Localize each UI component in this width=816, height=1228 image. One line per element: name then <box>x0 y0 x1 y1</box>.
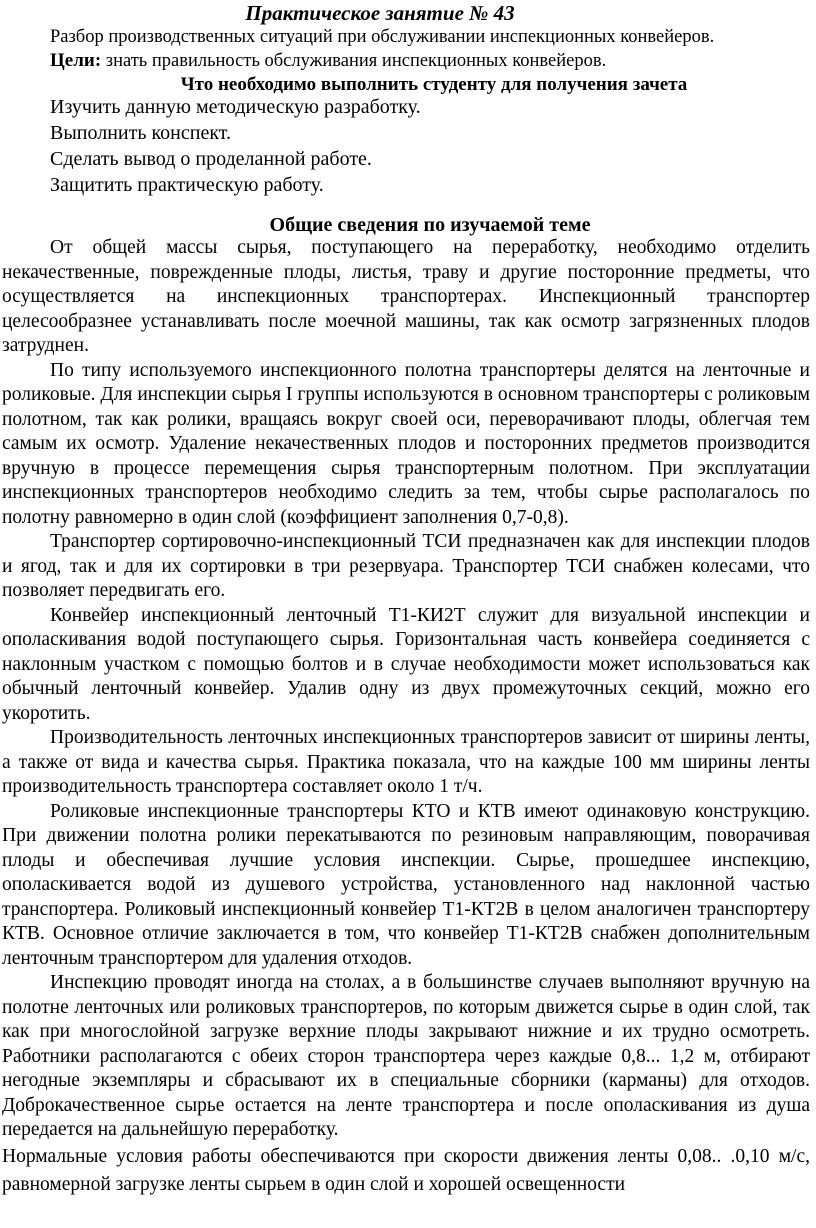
paragraph: Нормальные условия работы обеспечиваются при скорости движения ленты 0,08.. .0,10 м/с, равномерной загрузке ленты сырьем в один слой и хорошей освещенности <box>2 1145 810 1195</box>
goals-line <box>50 48 606 74</box>
paragraph: Конвейер инспекционный ленточный Т1-КИ2Т служит для визуальной инспекции и ополаскивания водой поступающего сырья. Горизонтальная часть конвейера соединяется с наклонным участком с помощью болтов и в случае необходимости может использоваться как обычный ленточный конвейер. Удалив одну из двух промежуточных секций, можно его укоротить. <box>2 604 810 724</box>
paragraph: Роликовые инспекционные транспортеры КТО и КТВ имеют одинаковую конструкцию. При движении полотна ролики перекатываются по резиновым направляющим, поворачивая плоды и обеспечивая лучшие условия инспекции. Сырье, прошедшее инспекцию, ополаскивается водой из душевого устройства, установленного над наклонной частью транспортера. Роликовый инспекционный конвейер Т1-КТ2В в целом аналогичен транспортеру КТВ. Основное отличие заключается в том, что конвейер Т1-КТ2В снабжен дополнительным ленточным транспортером для удаления отходов. <box>2 800 810 969</box>
task-item: Изучить данную методическую разработку. <box>50 96 421 118</box>
goals-label: Цели: <box>50 50 102 71</box>
paragraph: По типу используемого инспекционного полотна транспортеры делятся на ленточные и роликовые. Для инспекции сырья I группы используются в основном транспортеры с роликовым полотном, так как ролики, вращаясь вокруг своей оси, переворачивают плоды, облегчая тем самым их осмотр. Удаление некачественных плодов и посторонних предметов производится вручную в процессе перемещения сырья транспортерным полотном. При эксплуатации инспекционных транспортеров необходимо следить за тем, чтобы сырье располагалось по полотну равномерно в один слой (коэффициент заполнения 0,7-0,8). <box>2 359 810 528</box>
page-subtitle: Разбор производственных ситуаций при обслуживании инспекционных конвейеров. <box>50 27 715 47</box>
paragraph: От общей массы сырья, поступающего на переработку, необходимо отделить некачественные, поврежденные плоды, листья, траву и другие посторонние предметы, что осуществляется на инспекционных транспортерах. Инспекционный транспортер целесообразнее устанавливать после моечной машины, так как осмотр загрязненных плодов затруднен. <box>2 237 810 356</box>
tasks-list <box>50 94 421 198</box>
task-item: Защитить практическую работу. <box>50 174 324 196</box>
task-item: Сделать вывод о проделанной работе. <box>50 148 372 170</box>
paragraph: Производительность ленточных инспекционных транспортеров зависит от ширины ленты, а также от вида и качества сырья. Практика показала, что на каждые 100 мм ширины ленты производительность транспортера составляет около 1 т/ч. <box>2 727 810 797</box>
goals-text: знать правильность обслуживания инспекционных конвейеров. <box>101 51 607 71</box>
paragraph: Транспортер сортировочно-инспекционный ТСИ предназначен как для инспекции плодов и ягод, так и для их сортировки в три резервуара. Транспортер ТСИ снабжен колесами, что позволяет передвигать его. <box>2 531 810 601</box>
section-body <box>2 236 810 1199</box>
task-item: Выполнить конспект. <box>50 122 232 144</box>
section-heading: Общие сведения по изучаемой теме <box>269 214 591 236</box>
page-title: Практическое занятие № 43 <box>245 1 515 25</box>
tasks-heading: Что необходимо выполнить студенту для получения зачета <box>180 74 688 95</box>
paragraph: Инспекцию проводят иногда на столах, а в большинстве случаев выполняют вручную на полотне ленточных или роликовых транспортеров, по которым движется сырье в один слой, так как при многослойной загрузке верхние плоды закрывают нижние и их трудно осмотреть. Работники располагаются с обеих сторон транспортера через каждые 0,8... 1,2 м, отбирают негодные экземпляры и сбрасывают их в специальные сборники (карманы) для отходов. Доброкачественное сырье остается на ленте транспортера и после ополаскивания из душа передается на дальнейшую переработку. <box>2 972 810 1140</box>
